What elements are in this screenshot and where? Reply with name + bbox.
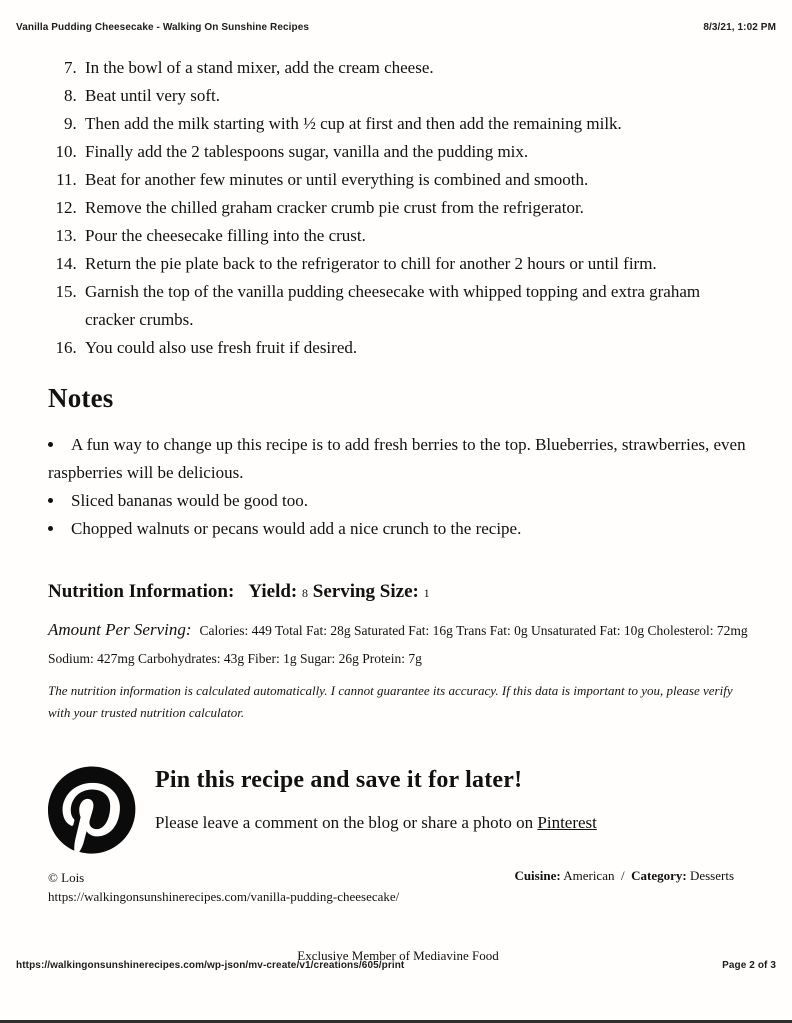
copyright: © Lois — [48, 870, 85, 885]
instruction-step: 14. Return the pie plate back to the refrigerator to chill for another 2 hours or until firm. — [81, 250, 748, 278]
notes-heading: Notes — [48, 383, 114, 413]
attribution-right — [514, 868, 748, 884]
instruction-step: 15. Garnish the top of the vanilla pudding cheesecake with whipped topping and extra graham cracker crumbs. — [81, 278, 748, 334]
attribution-left — [48, 868, 399, 906]
nutrition-values-line1: Calories: 449 Total Fat: 28g Saturated Fat: 16g Trans Fat: 0g Unsaturated Fat: 10g Cholesterol: 72mg — [199, 623, 748, 638]
nutrition-disclaimer: The nutrition information is calculated automatically. I cannot guarantee its accuracy. If this data is important to you, please verify with your trusted nutrition calculator. — [48, 683, 733, 720]
instruction-list — [48, 54, 748, 362]
print-footer-url: https://walkingonsunshinerecipes.com/wp-json/mv-create/v1/creations/605/print — [16, 960, 405, 971]
pin-text-block — [155, 765, 597, 833]
instruction-step: 13. Pour the cheesecake filling into the crust. — [81, 222, 748, 250]
nutrition-header — [48, 581, 748, 603]
pin-subtext — [155, 813, 597, 833]
category-label: Category: — [631, 868, 687, 883]
cuisine-label: Cuisine: — [514, 868, 561, 883]
notes-list — [48, 431, 748, 543]
print-header-title: Vanilla Pudding Cheesecake - Walking On Sunshine Recipes — [16, 22, 310, 33]
mediavine-note: Exclusive Member of Mediavine Food — [297, 948, 499, 963]
note-item: • A fun way to change up this recipe is to add fresh berries to the top. Blueberries, strawberries, even raspberries will be delicious. — [48, 431, 748, 487]
print-header — [16, 22, 776, 33]
instruction-step: 7. In the bowl of a stand mixer, add the cream cheese. — [81, 54, 748, 82]
attribution-row — [48, 868, 748, 906]
page-number: Page 2 of 3 — [722, 960, 776, 971]
instruction-step: 9. Then add the milk starting with ½ cup at first and then add the remaining milk. — [81, 110, 748, 138]
instruction-step: 8. Beat until very soft. — [81, 82, 748, 110]
instruction-step: 16. You could also use fresh fruit if desired. — [81, 334, 748, 362]
note-item: • Sliced bananas would be good too. — [48, 487, 748, 515]
nutrition-values-line2: Sodium: 427mg Carbohydrates: 43g Fiber: 1g Sugar: 26g Protein: 7g — [48, 651, 422, 666]
instruction-step: 10. Finally add the 2 tablespoons sugar, vanilla and the pudding mix. — [81, 138, 748, 166]
cuisine-value: American — [563, 868, 615, 883]
pin-heading: Pin this recipe and save it for later! — [155, 767, 523, 793]
amount-per-serving-label: Amount Per Serving: — [48, 620, 192, 639]
nutrition-amount — [48, 616, 748, 673]
recipe-content — [48, 54, 748, 964]
pin-section — [48, 765, 748, 856]
serving-size-value: 1 — [423, 586, 430, 600]
yield-value: 8 — [302, 586, 309, 600]
pinterest-icon — [48, 765, 136, 856]
pinterest-link[interactable]: Pinterest — [537, 813, 597, 832]
print-footer — [16, 960, 776, 971]
cuisine-category-separator: / — [620, 868, 625, 883]
note-item: • Chopped walnuts or pecans would add a nice crunch to the recipe. — [48, 515, 748, 543]
pin-subtext-before: Please leave a comment on the blog or share a photo on — [155, 813, 538, 832]
instruction-step: 12. Remove the chilled graham cracker crumb pie crust from the refrigerator. — [81, 194, 748, 222]
instruction-step: 11. Beat for another few minutes or until everything is combined and smooth. — [81, 166, 748, 194]
recipe-url: https://walkingonsunshinerecipes.com/vanilla-pudding-cheesecake/ — [48, 889, 400, 904]
serving-size-label: Serving Size: — [312, 581, 419, 602]
print-header-datetime: 8/3/21, 1:02 PM — [703, 22, 776, 33]
category-value: Desserts — [689, 868, 734, 883]
yield-label: Yield: — [248, 581, 298, 602]
nutrition-heading: Nutrition Information: — [48, 581, 235, 602]
